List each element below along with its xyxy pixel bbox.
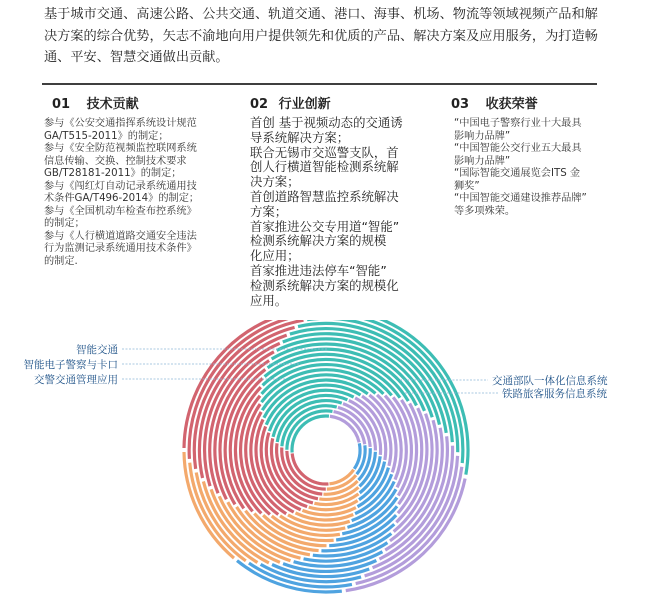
text-line: 导系统解决方案； [250, 129, 350, 145]
legend-label-right-2: 铁路旅客服务信息系统 [502, 388, 607, 400]
text-line: 首创道路智慧监控系统解决 [250, 188, 399, 204]
text-line: 化应用； [250, 248, 300, 264]
ring-arc-segment-3 [354, 443, 360, 469]
text-line: 等多项殊荣。 [454, 205, 516, 217]
column-heading [44, 93, 234, 112]
legend-label-right-1: 交通部队一体化信息系统 [492, 375, 608, 387]
legend-label-left-1: 智能交通 [76, 344, 118, 356]
ring-arc-segment-2 [334, 412, 365, 445]
text-line: 联合无锡市交巡警支队，首 [250, 144, 399, 160]
text-line: 参与《人行横道道路交通安全违法 [44, 230, 197, 242]
text-line: 检测系统解决方案的规模 [250, 233, 387, 249]
text-line: GA/T515-2011》的制定； [44, 130, 169, 142]
column-heading [448, 93, 618, 112]
ring-group [184, 320, 468, 592]
text-line: “中国智能交通建设推荐品牌” [454, 193, 587, 204]
text-line: 术条件GA/T496-2014》的制定； [44, 193, 200, 204]
column-body [250, 116, 425, 308]
column-tech-contribution [44, 93, 234, 268]
text-line: 影响力品牌” [454, 130, 511, 142]
text-line: 应用。 [250, 292, 288, 308]
section-divider [42, 83, 597, 85]
legend-label-left-2: 智能电子警察与卡口 [23, 359, 118, 371]
intro-paragraph [44, 4, 604, 69]
intro-line-3: 通、平安、智慧交通做出贡献。 [44, 50, 229, 65]
text-line: 方案； [250, 203, 288, 219]
column-industry-innovation [250, 93, 425, 308]
column-body [44, 118, 234, 268]
column-title: 收获荣誉 [485, 97, 538, 112]
text-line: “中国智能公交行业五大最具 [454, 143, 582, 154]
text-line: 的制定； [44, 218, 85, 229]
intro-line-1: 基于城市交通、高速公路、公共交通、轨道交通、港口、海事、机场、物流等领域视频产品和解 [44, 7, 598, 22]
text-line: 参与《安全防范视频监控联网系统 [44, 143, 197, 154]
column-number: 01 [52, 97, 71, 112]
text-line: 的制定. [44, 255, 78, 267]
column-title: 技术贡献 [86, 97, 139, 112]
text-line: 参与《公安交通指挥系统设计规范 [44, 118, 197, 129]
text-line: 决方案； [250, 174, 300, 190]
intro-line-2: 决方案的综合优势，矢志不渝地向用户提供领先和优质的产品、解决方案及应用服务，为打造畅 [44, 28, 598, 44]
text-line: 影响力品牌” [454, 155, 511, 167]
text-line: 狮奖” [454, 180, 480, 192]
text-line: 创人行横道智能检测系统解 [250, 159, 399, 175]
text-line: 参与《闯红灯自动记录系统通用技 [44, 180, 197, 192]
text-line: 首家推进公交专用道“智能” [250, 218, 400, 234]
column-number: 02 [250, 97, 269, 112]
column-heading [250, 93, 425, 112]
text-line: 首创 基于视频动态的交通诱 [250, 115, 403, 130]
business-ring-chart [0, 320, 650, 610]
text-line: 信息传输、交换、控制技术要求 [44, 155, 187, 167]
text-line: 首家推进违法停车“智能” [250, 262, 387, 278]
text-line: 检测系统解决方案的规模化 [250, 277, 399, 293]
text-line: “中国电子警察行业十大最具 [454, 118, 582, 129]
ring-arc-segment-2 [330, 416, 359, 442]
column-body [448, 118, 618, 218]
column-honors [448, 93, 618, 218]
text-line: 行为监测记录系统通用技术条件》 [44, 243, 197, 254]
legend-label-left-3: 交警交通管理应用 [34, 374, 118, 386]
ring-arc-segment-5 [292, 453, 328, 484]
text-line: 参与《全国机动车检查布控系统》 [44, 205, 197, 217]
text-line: “国际智能交通展览会ITS 金 [454, 168, 581, 179]
column-title: 行业创新 [278, 97, 331, 112]
column-number: 03 [451, 97, 470, 112]
text-line: GB/T28181-2011》的制定； [44, 168, 182, 179]
